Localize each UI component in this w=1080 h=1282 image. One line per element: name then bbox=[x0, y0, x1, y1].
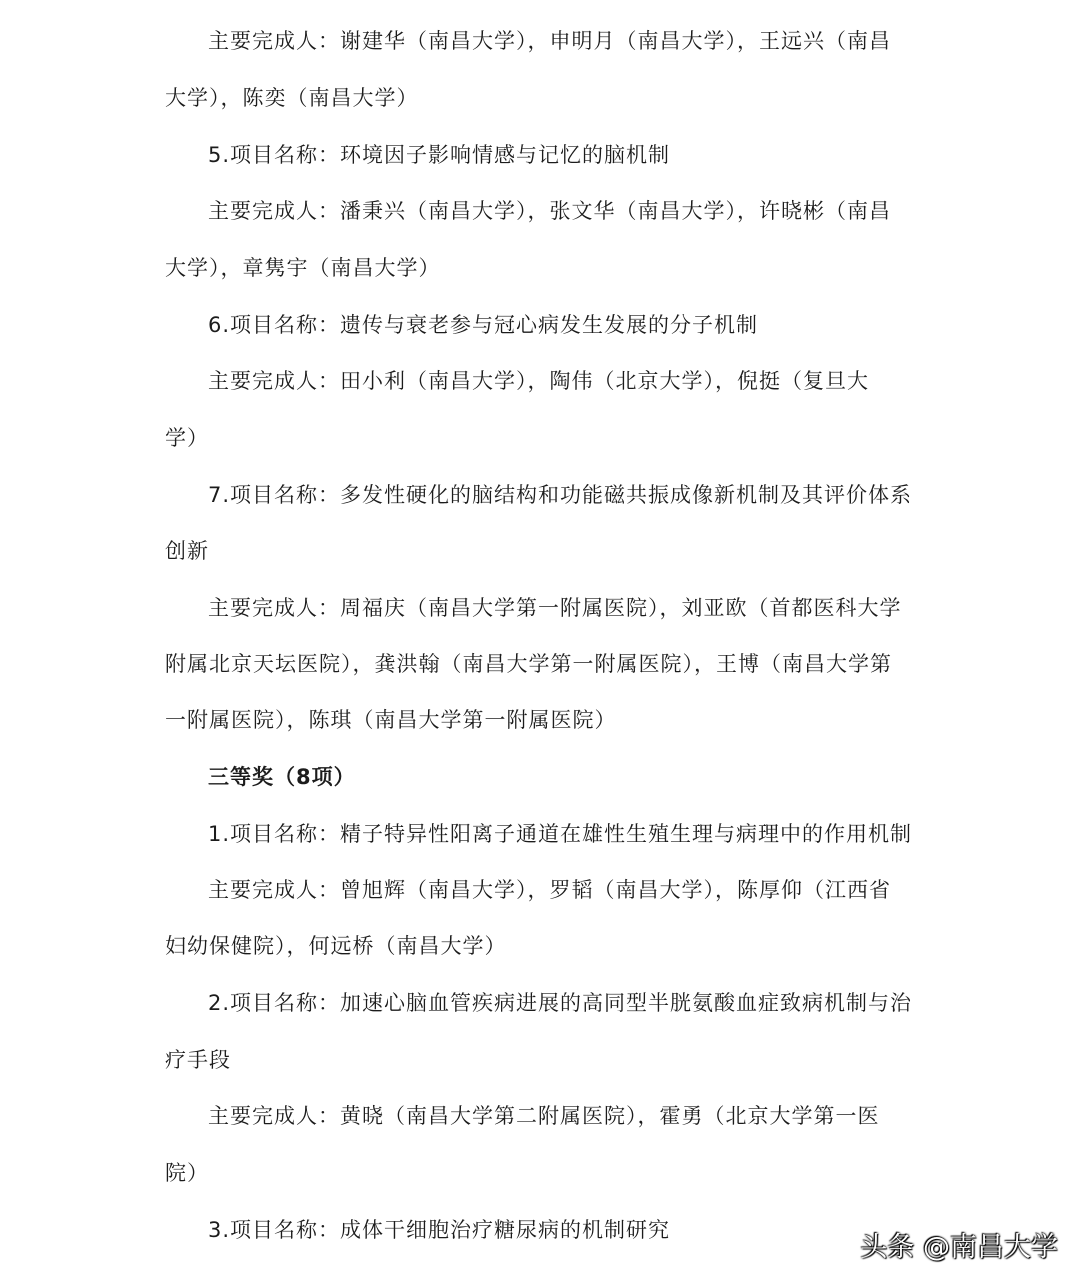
text-line: 大学），章隽宇（南昌大学） bbox=[165, 256, 441, 280]
watermark: 头条 @南昌大学 bbox=[860, 1232, 1058, 1263]
text-line: 大学），陈奕（南昌大学） bbox=[165, 86, 419, 110]
project-title: 5.项目名称：环境因子影响情感与记忆的脑机制 bbox=[208, 143, 671, 167]
text-line: 疗手段 bbox=[165, 1048, 231, 1072]
text-line: 院） bbox=[165, 1161, 209, 1185]
project-title: 6.项目名称：遗传与衰老参与冠心病发生发展的分子机制 bbox=[208, 313, 759, 337]
project-title: 7.项目名称：多发性硬化的脑结构和功能磁共振成像新机制及其评价体系 bbox=[208, 483, 913, 507]
project-title: 2.项目名称：加速心脑血管疾病进展的高同型半胱氨酸血症致病机制与治 bbox=[208, 991, 913, 1015]
text-line: 创新 bbox=[165, 539, 209, 563]
text-line: 附属北京天坛医院），龚洪翰（南昌大学第一附属医院），王博（南昌大学第 bbox=[165, 652, 892, 676]
text-line: 主要完成人：田小利（南昌大学），陶伟（北京大学），倪挺（复旦大 bbox=[208, 369, 869, 393]
text-line: 主要完成人：黄晓（南昌大学第二附属医院），霍勇（北京大学第一医 bbox=[208, 1104, 880, 1128]
project-title: 3.项目名称：成体干细胞治疗糖尿病的机制研究 bbox=[208, 1218, 671, 1242]
text-line: 妇幼保健院），何远桥（南昌大学） bbox=[165, 934, 507, 958]
text-line: 主要完成人：曾旭辉（南昌大学），罗韬（南昌大学），陈厚仰（江西省 bbox=[208, 878, 891, 902]
text-line: 主要完成人：周福庆（南昌大学第一附属医院），刘亚欧（首都医科大学 bbox=[208, 596, 902, 620]
project-title: 1.项目名称：精子特异性阳离子通道在雄性生殖生理与病理中的作用机制 bbox=[208, 822, 913, 846]
text-line: 主要完成人：谢建华（南昌大学），申明月（南昌大学），王远兴（南昌 bbox=[208, 29, 891, 53]
text-line: 一附属医院），陈琪（南昌大学第一附属医院） bbox=[165, 708, 617, 732]
text-line: 主要完成人：潘秉兴（南昌大学），张文华（南昌大学），许晓彬（南昌 bbox=[208, 199, 891, 223]
text-line: 学） bbox=[165, 426, 209, 450]
section-heading: 三等奖（8项） bbox=[208, 765, 356, 789]
